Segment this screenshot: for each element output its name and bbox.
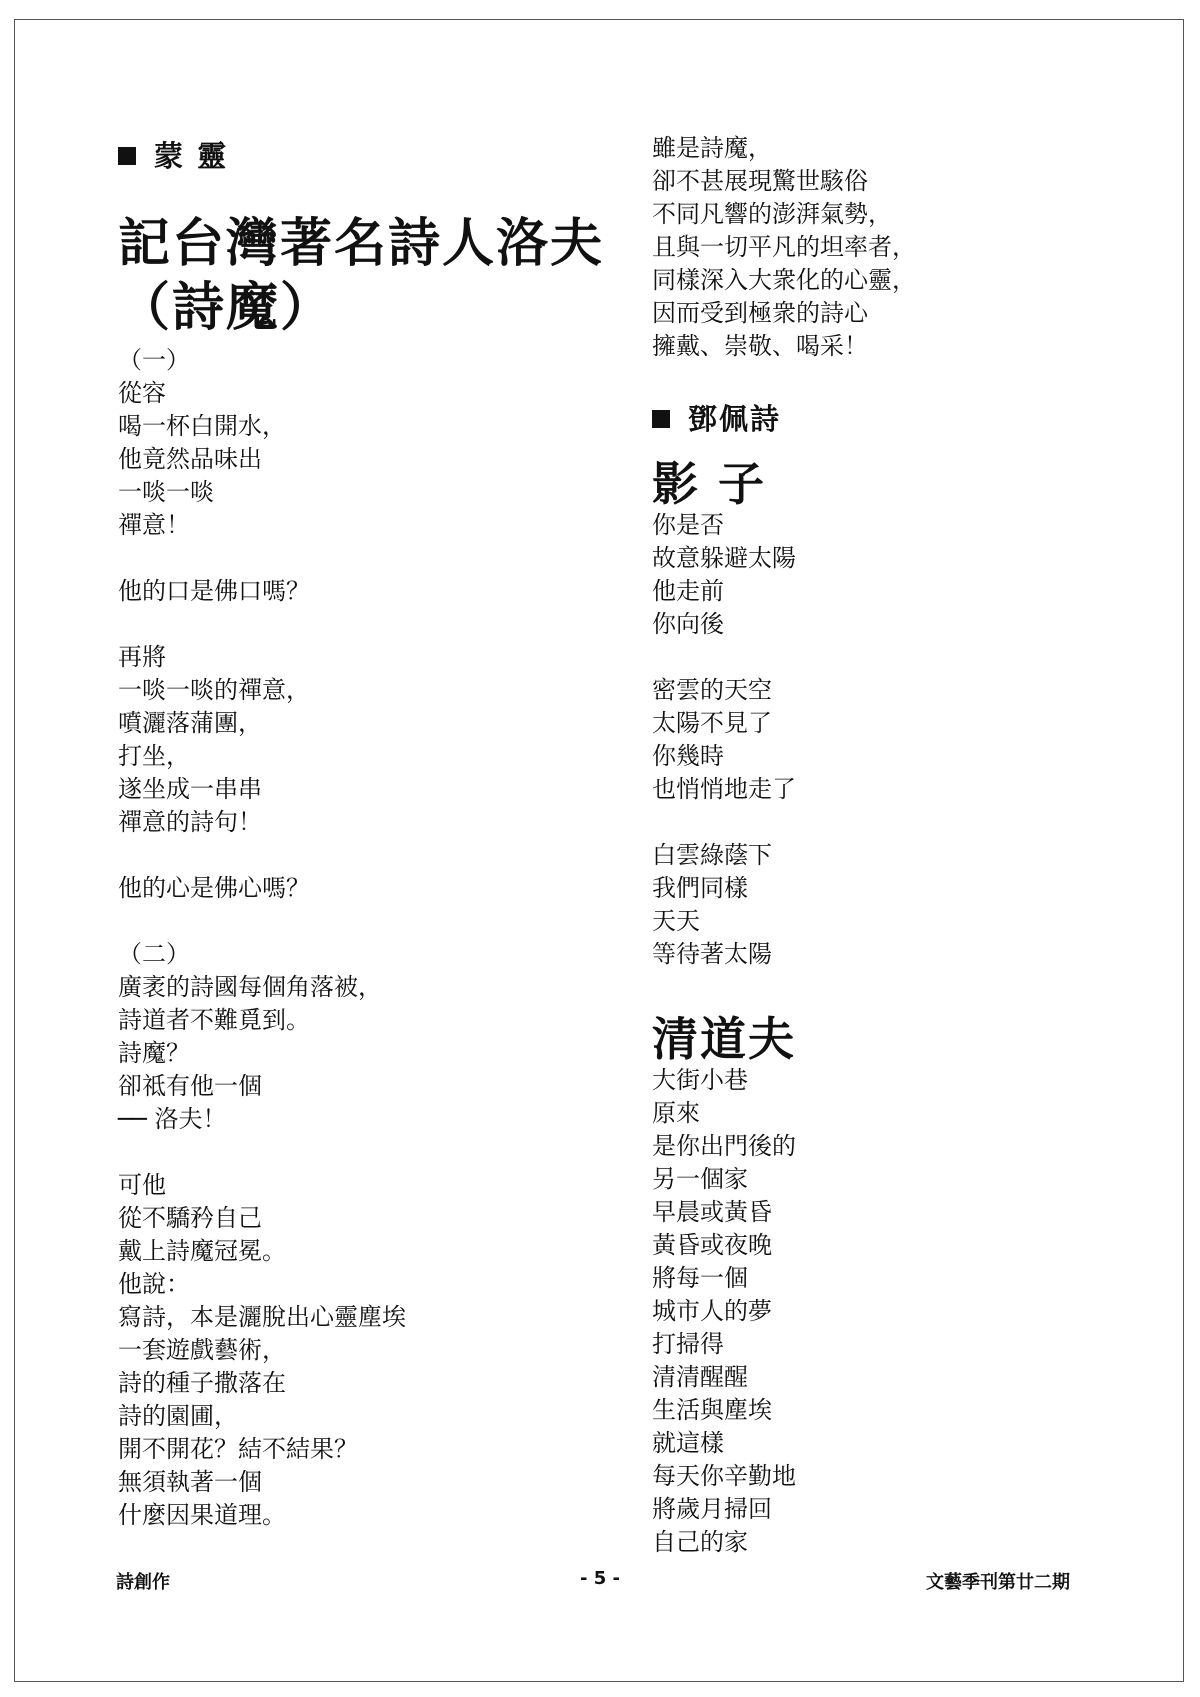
poem2-title: 影 子 [652,457,767,511]
poem-line: 雖是詩魔， [652,134,772,162]
poem-line: 城市人的夢 [652,1297,772,1325]
poem-line: 噴灑落蒲團， [118,709,262,737]
poem-line: 原來 [652,1099,700,1127]
poem-line: 他竟然品味出 [118,445,262,473]
poem-line: ── 洛夫！ [118,1105,227,1133]
poem3-title: 清道夫 [652,1012,796,1066]
square-bullet-icon [652,410,670,428]
poem1-body [118,344,406,1532]
poem-line: 詩道者不難覓到。 [118,1006,310,1034]
poem-line: 每天你辛勤地 [652,1462,796,1490]
poem-line: 從容 [118,379,166,407]
poem1-continuation [652,132,916,363]
poem-line: 另一個家 [652,1165,748,1193]
poem-line: 戴上詩魔冠冕。 [118,1237,286,1265]
poem1-title-line2: （詩魔） [118,277,335,338]
poem-line [652,806,796,839]
poem1-title-line1: 記台灣著名詩人洛夫 [118,213,605,274]
poem-line: 黃昏或夜晚 [652,1231,772,1259]
poem2-author [652,397,781,438]
poem-line: 寫詩，本是灑脫出心靈塵埃 [118,1303,406,1331]
poem2-body [652,509,796,971]
poem-line: 卻祗有他一個 [118,1072,262,1100]
poem-line: 開不開花？結不結果？ [118,1435,358,1463]
poem1-author-name: 蒙 靈 [154,139,229,173]
poem-line: 從不驕矜自己 [118,1204,262,1232]
poem-line: 也悄悄地走了 [652,775,796,803]
poem-line: 打掃得 [652,1330,724,1358]
page-number: - 5 - [580,1568,620,1589]
poem-line: 是你出門後的 [652,1132,796,1160]
poem-line: 無須執著一個 [118,1468,262,1496]
poem-line: 將每一個 [652,1264,748,1292]
poem-line: 因而受到極衆的詩心 [652,299,868,327]
poem-line: 再將 [118,643,166,671]
poem-line: 他的心是佛心嗎？ [118,874,310,902]
poem-line: 將歲月掃回 [652,1495,772,1523]
poem-line: 密雲的天空 [652,676,772,704]
poem-line: 遂坐成一串串 [118,775,262,803]
poem-line: 詩的園圃， [118,1402,238,1430]
poem-line: 你向後 [652,610,724,638]
poem3-body [652,1064,796,1559]
square-bullet-icon [118,147,136,165]
poem-line: 天天 [652,907,700,935]
poem-line: （二） [118,940,190,968]
poem-line: （一） [118,346,190,374]
poem-line: 擁戴、崇敬、喝采！ [652,332,868,360]
poem-line [118,839,406,872]
poem-line: 禪意！ [118,511,190,539]
poem1-title [118,212,604,340]
poem-line: 廣袤的詩國每個角落被， [118,973,382,1001]
poem-line: 就這樣 [652,1429,724,1457]
poem-line: 一啖一啖的禪意， [118,676,310,704]
poem-line: 且與一切平凡的坦率者， [652,233,916,261]
poem-line: 自己的家 [652,1528,748,1556]
poem-line: 禪意的詩句！ [118,808,262,836]
poem-line: 等待著太陽 [652,940,772,968]
poem-line: 詩魔？ [118,1039,190,1067]
poem-line: 他的口是佛口嗎？ [118,577,310,605]
footer-issue-name: 文藝季刊第廿二期 [926,1572,1070,1593]
poem-line: 清清醒醒 [652,1363,748,1391]
poem-line: 不同凡響的澎湃氣勢， [652,200,892,228]
poem-line: 你是否 [652,511,724,539]
poem-line: 生活與塵埃 [652,1396,772,1424]
poem-line: 他走前 [652,577,724,605]
poem-line [652,641,796,674]
poem-line: 什麼因果道理。 [118,1501,286,1529]
poem2-author-name: 鄧佩詩 [688,402,782,436]
poem-line: 喝一杯白開水， [118,412,286,440]
poem-line [118,1136,406,1169]
poem-line: 詩的種子撒落在 [118,1369,286,1397]
poem-line: 太陽不見了 [652,709,772,737]
poem-line: 大街小巷 [652,1066,748,1094]
poem-line: 白雲綠蔭下 [652,841,772,869]
poem-line [118,542,406,575]
poem-line [118,608,406,641]
poem-line: 早晨或黃昏 [652,1198,772,1226]
poem1-author [118,134,228,175]
poem-line: 可他 [118,1171,166,1199]
poem-line: 故意躲避太陽 [652,544,796,572]
poem-line: 同樣深入大衆化的心靈， [652,266,916,294]
footer-section-name: 詩創作 [116,1572,170,1593]
poem-line: 你幾時 [652,742,724,770]
poem-line: 他說： [118,1270,190,1298]
poem-line: 打坐， [118,742,190,770]
poem-line: 卻不甚展現驚世駭俗 [652,167,868,195]
poem-line [118,905,406,938]
poem-line: 一啖一啖 [118,478,214,506]
poem-line: 一套遊戲藝術， [118,1336,286,1364]
poem-line: 我們同樣 [652,874,748,902]
